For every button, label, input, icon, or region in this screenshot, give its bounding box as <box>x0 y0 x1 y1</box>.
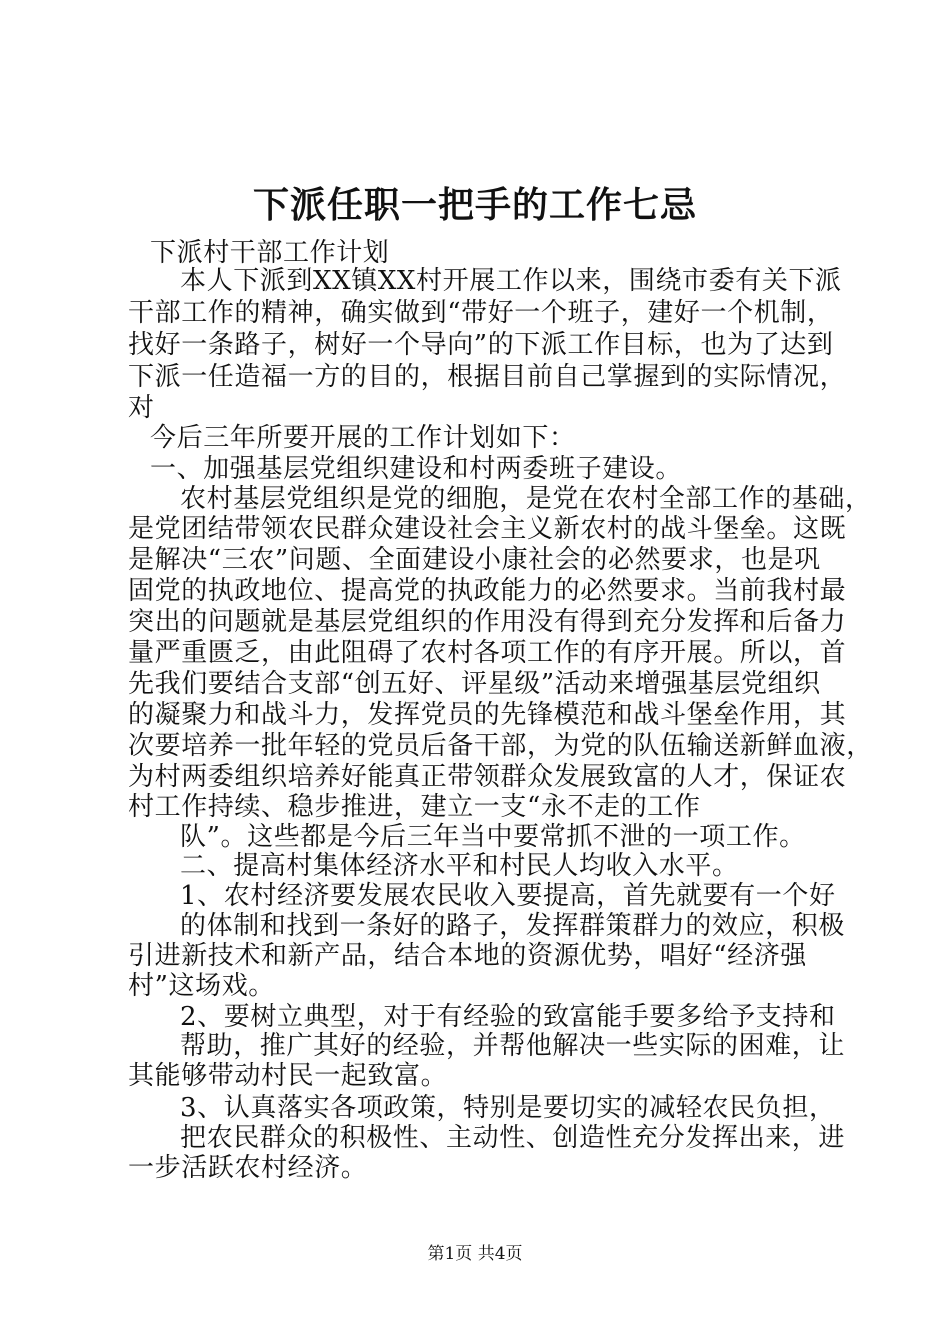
text-line: 村工作持续、稳步推进，建立一支“永不走的工作 <box>128 792 701 822</box>
text-line: 次要培养一批年轻的党员后备干部，为党的队伍输送新鲜血液， <box>128 731 873 761</box>
text-line: 先我们要结合支部“创五好、评星级”活动来增强基层党组织 <box>128 669 821 699</box>
text-line: 一步活跃农村经济。 <box>128 1153 368 1183</box>
text-line: 2、要树立典型，对于有经验的致富能手要多给予支持和 <box>180 1002 836 1032</box>
text-line: 对 <box>128 393 155 423</box>
text-line: 找好一条路子，树好一个导向”的下派工作目标，也为了达到 <box>128 330 834 360</box>
text-line: 干部工作的精神，确实做到“带好一个班子，建好一个机制， <box>128 298 834 328</box>
text-line: 一、加强基层党组织建设和村两委班子建设。 <box>150 454 683 484</box>
text-line: 农村基层党组织是党的细胞，是党在农村全部工作的基础， <box>180 484 872 514</box>
text-line: 村”这场戏。 <box>128 971 275 1001</box>
page-title: 下派任职一把手的工作七忌 <box>252 184 697 226</box>
text-line: 把农民群众的积极性、主动性、创造性充分发挥出来，进 <box>180 1123 846 1153</box>
text-line: 下派村干部工作计划 <box>150 238 390 268</box>
text-line: 下派一任造福一方的目的，根据目前自己掌握到的实际情况， <box>128 362 847 392</box>
text-line: 帮助，推广其好的经验，并帮他解决一些实际的困难，让 <box>180 1031 846 1061</box>
text-line: 其能够带动村民一起致富。 <box>128 1061 448 1091</box>
text-line: 是解决“三农”问题、全面建设小康社会的必然要求，也是巩 <box>128 545 821 575</box>
text-line: 的体制和找到一条好的路子，发挥群策群力的效应，积极 <box>180 911 846 941</box>
text-line: 引进新技术和新产品，结合本地的资源优势，唱好“经济强 <box>128 941 807 971</box>
text-line: 队”。这些都是今后三年当中要常抓不泄的一项工作。 <box>180 822 806 852</box>
text-line: 1、农村经济要发展农民收入要提高，首先就要有一个好 <box>180 881 836 911</box>
text-line: 3、认真落实各项政策，特别是要切实的减轻农民负担， <box>180 1093 836 1123</box>
text-line: 今后三年所要开展的工作计划如下： <box>150 423 576 453</box>
text-line: 的凝聚力和战斗力，发挥党员的先锋模范和战斗堡垒作用，其 <box>128 700 847 730</box>
text-line: 固党的执政地位、提高党的执政能力的必然要求。当前我村最 <box>128 576 847 606</box>
page-number-footer: 第1页 共4页 <box>427 1244 523 1264</box>
text-line: 为村两委组织培养好能真正带领群众发展致富的人才，保证农 <box>128 762 847 792</box>
text-line: 二、提高村集体经济水平和村民人均收入水平。 <box>180 851 739 881</box>
text-line: 是党团结带领农民群众建设社会主义新农村的战斗堡垒。这既 <box>128 514 847 544</box>
text-line: 量严重匮乏，由此阻碍了农村各项工作的有序开展。所以，首 <box>128 638 847 668</box>
text-line: 本人下派到XX镇XX村开展工作以来，围绕市委有关下派 <box>180 266 842 296</box>
text-line: 突出的问题就是基层党组织的作用没有得到充分发挥和后备力 <box>128 607 847 637</box>
